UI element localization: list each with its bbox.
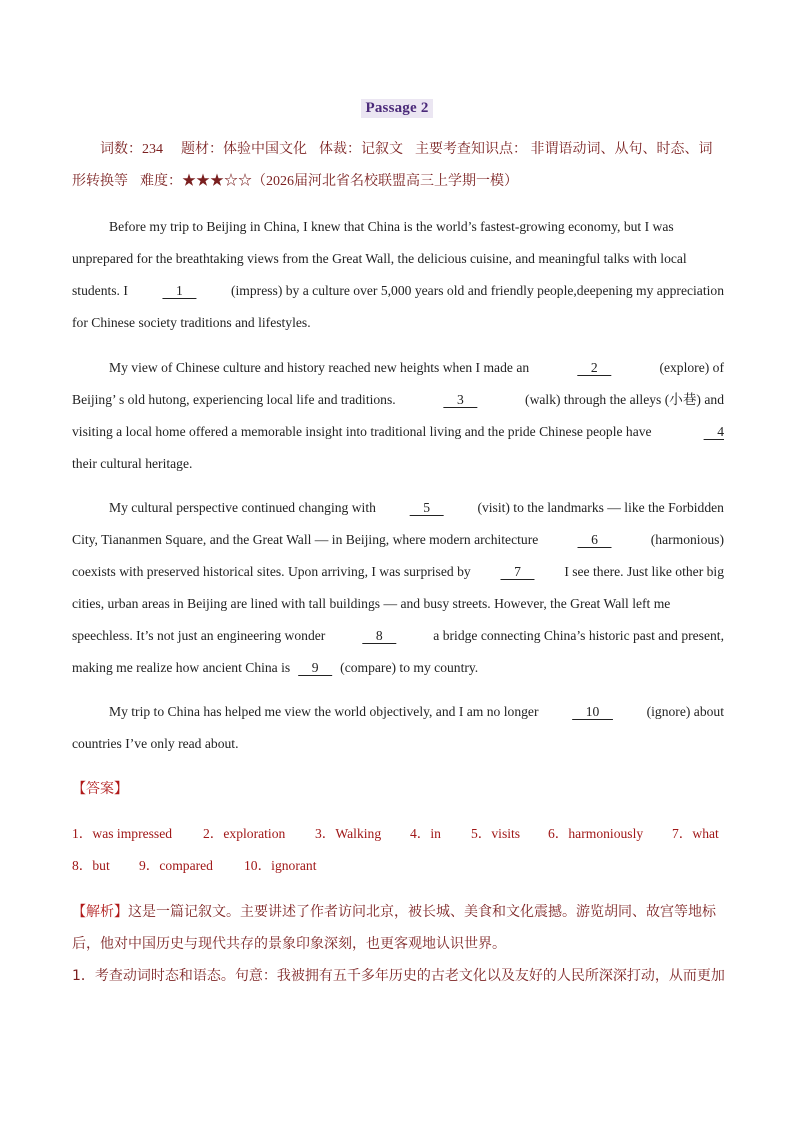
knowledge-points-cont: 形转换等 — [72, 174, 128, 189]
text-line: (ignore) about — [646, 704, 724, 719]
answer-1: 1．was impressed — [72, 826, 173, 841]
blank-4[interactable]: 4 — [703, 424, 724, 439]
topic: 题材：体验中国文化 — [181, 142, 307, 157]
text-line: (compare) to my country. — [340, 660, 479, 675]
text-line: (walk) through the alleys (小巷) and — [525, 392, 724, 407]
text-line: (harmonious) — [650, 532, 724, 547]
text-line: coexists with preserved historical sites. Upon arriving, I was surprised by — [72, 564, 471, 579]
answer-3: 3．Walking — [315, 826, 382, 841]
text-line: Beijing’ s old hutong, experiencing local life and traditions. — [72, 392, 396, 407]
paragraph-2 — [72, 352, 724, 480]
blank-7[interactable]: 7 — [500, 564, 535, 579]
answer-4: 4．in — [410, 826, 441, 841]
text-line: I see there. Just like other big — [564, 564, 724, 579]
blank-2[interactable]: 2 — [577, 360, 612, 375]
text-line: cities, urban areas in Beijing are lined with tall buildings — and busy streets. However, the Great Wall left me — [72, 596, 671, 611]
text-line: making me realize how ancient China is — [72, 660, 291, 675]
text-line: students. I — [72, 283, 128, 298]
blank-3[interactable]: 3 — [443, 392, 478, 407]
text-line: My trip to China has helped me view the world objectively, and I am no longer — [109, 704, 539, 719]
text-line: My view of Chinese culture and history reached new heights when I made an — [109, 360, 530, 375]
text-line: (explore) of — [659, 360, 724, 375]
answer-9: 9．compared — [139, 858, 213, 873]
blank-10[interactable]: 10 — [572, 704, 613, 719]
answer-7: 7．what — [672, 826, 719, 841]
paragraph-3 — [72, 492, 724, 684]
blank-6[interactable]: 6 — [577, 532, 612, 547]
analysis-section — [72, 896, 724, 992]
text-line: for Chinese society traditions and lifestyles. — [72, 315, 311, 330]
text-line: visiting a local home offered a memorable insight into traditional living and the pride Chinese people have — [72, 424, 652, 439]
text-line: (impress) by a culture over 5,000 years old and friendly people,deepening my appreciation — [231, 283, 724, 298]
text-line: speechless. It’s not just an engineering wonder — [72, 628, 326, 643]
answer-5: 5．visits — [471, 826, 521, 841]
text-line: unprepared for the breathtaking views from the Great Wall, the delicious cuisine, and meaningful talks with local — [72, 251, 687, 266]
text-line: their cultural heritage. — [72, 456, 193, 471]
knowledge-points: 主要考查知识点： 非谓语动词、从句、时态、词 — [415, 142, 713, 157]
answer-2: 2．exploration — [203, 826, 286, 841]
text-line: a bridge connecting China’s historic past and present, — [433, 628, 724, 643]
analysis-line: 后，他对中国历史与现代共存的景象印象深刻，也更客观地认识世界。 — [72, 936, 506, 952]
text-line: My cultural perspective continued changing with — [109, 500, 376, 515]
answer-10: 10．ignorant — [244, 858, 317, 873]
title-area — [0, 99, 794, 118]
difficulty: 难度：★★★☆☆（2026届河北省名校联盟高三上学期一模） — [140, 174, 518, 189]
passage-title: Passage 2 — [361, 99, 432, 118]
passage-meta — [72, 134, 724, 198]
answer-6: 6．harmoniously — [548, 826, 644, 841]
blank-9[interactable]: 9 — [298, 660, 333, 675]
word-count: 词数：234 — [100, 142, 163, 157]
answer-8: 8．but — [72, 858, 110, 873]
paragraph-4 — [72, 696, 724, 760]
answer-heading: 【答案】 — [72, 781, 128, 797]
text-line: Before my trip to Beijing in China, I knew that China is the world’s fastest-growing economy, but I was — [109, 219, 674, 234]
analysis-tag: 【解析】 — [72, 904, 128, 920]
blank-5[interactable]: 5 — [409, 500, 444, 515]
analysis-line: 这是一篇记叙文。主要讲述了作者访问北京，被长城、美食和文化震撼。游览胡同、故宫等地标 — [128, 904, 716, 920]
genre: 体裁：记叙文 — [319, 142, 403, 157]
blank-8[interactable]: 8 — [362, 628, 397, 643]
paragraph-1 — [72, 211, 724, 339]
answer-list — [72, 818, 732, 882]
text-line: (visit) to the landmarks — like the Forbidden — [477, 500, 724, 515]
blank-1[interactable]: 1 — [162, 283, 197, 298]
analysis-line: 1．考查动词时态和语态。句意：我被拥有五千多年历史的古老文化以及友好的人民所深深打动，从而更加 — [72, 968, 725, 984]
text-line: City, Tiananmen Square, and the Great Wall — in Beijing, where modern architecture — [72, 532, 539, 547]
text-line: countries I’ve only read about. — [72, 736, 239, 751]
